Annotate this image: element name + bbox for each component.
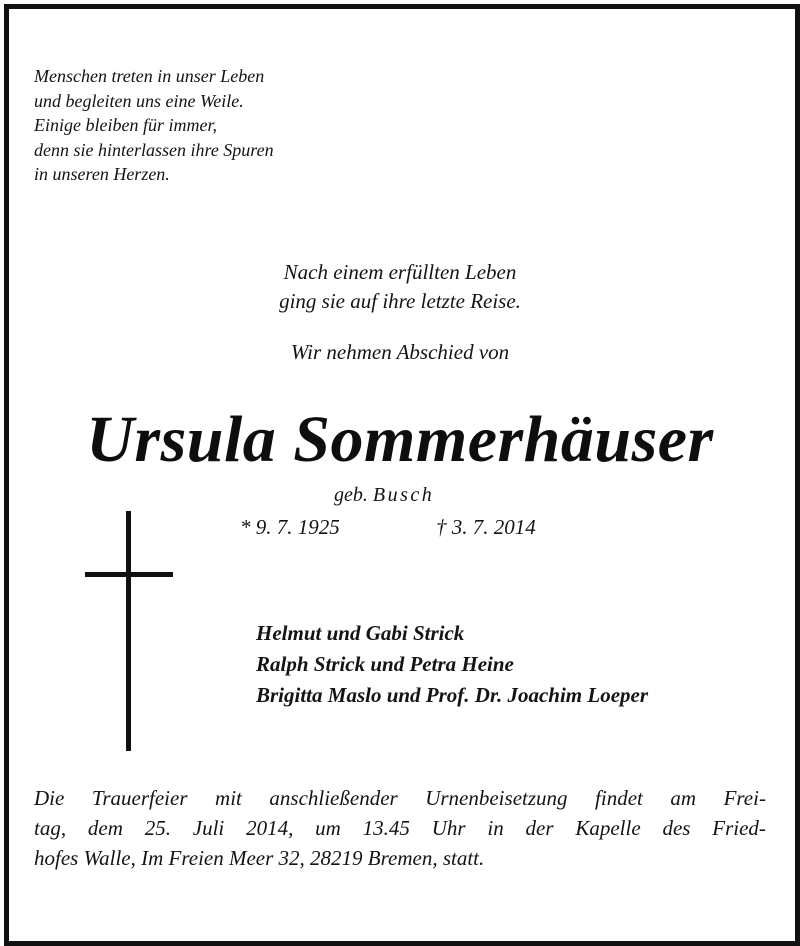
funeral-word: dem	[87, 816, 123, 840]
birth-date: * 9. 7. 1925	[240, 515, 340, 539]
deceased-name: Ursula Sommerhäuser	[86, 403, 714, 476]
cross-vertical-bar	[126, 511, 131, 751]
mourner-entry: Ralph Strick und Petra Heine	[256, 652, 514, 676]
funeral-word: um	[315, 816, 341, 840]
funeral-line-1	[34, 783, 766, 813]
funeral-word: Juli	[192, 816, 225, 840]
funeral-details	[34, 783, 766, 873]
funeral-word: anschließender	[269, 786, 398, 810]
funeral-word: Urnenbeisetzung	[425, 786, 568, 810]
funeral-word: Die	[34, 786, 65, 810]
funeral-word: des	[662, 816, 691, 840]
maiden-prefix: geb.	[334, 484, 368, 506]
funeral-word: mit	[215, 786, 242, 810]
funeral-word: Trauerfeier	[91, 786, 188, 810]
intro-text	[0, 258, 800, 316]
funeral-word: Kapelle	[575, 816, 641, 840]
funeral-word: in	[487, 816, 504, 840]
maiden-surname: Busch	[372, 484, 435, 506]
intro-line-1: Nach einem erfüllten Leben	[283, 260, 517, 284]
poem-line: in unseren Herzen.	[34, 164, 170, 184]
mourner-entry: Brigitta Maslo und Prof. Dr. Joachim Loeper	[256, 683, 649, 707]
funeral-word: findet	[595, 786, 643, 810]
mourner-entry: Helmut und Gabi Strick	[256, 621, 465, 645]
funeral-word: 25.	[144, 816, 171, 840]
cross-horizontal-bar	[85, 572, 173, 577]
poem-line: Menschen treten in unser Leben	[34, 66, 265, 86]
funeral-line-2	[34, 813, 766, 843]
funeral-word: tag,	[34, 816, 67, 840]
funeral-word: Uhr	[431, 816, 466, 840]
funeral-word: Fried-	[712, 816, 766, 840]
funeral-word: 13.45	[362, 816, 410, 840]
funeral-line-3: hofes Walle, Im Freien Meer 32, 28219 Bremen, statt.	[34, 846, 485, 870]
poem-line: und begleiten uns eine Weile.	[34, 90, 244, 111]
funeral-word: am	[670, 786, 697, 810]
funeral-word: 2014,	[246, 816, 294, 840]
funeral-word: Frei-	[723, 786, 766, 810]
poem-line: denn sie hinterlassen ihre Spuren	[34, 139, 274, 160]
poem-line: Einige bleiben für immer,	[34, 115, 217, 135]
funeral-word: der	[525, 816, 554, 840]
farewell-text: Wir nehmen Abschied von	[290, 340, 510, 364]
maiden-name	[334, 482, 434, 508]
intro-line-2: ging sie auf ihre letzte Reise.	[279, 289, 521, 313]
mourners-list	[256, 618, 648, 711]
death-date: † 3. 7. 2014	[436, 515, 536, 539]
memorial-poem	[34, 64, 274, 187]
